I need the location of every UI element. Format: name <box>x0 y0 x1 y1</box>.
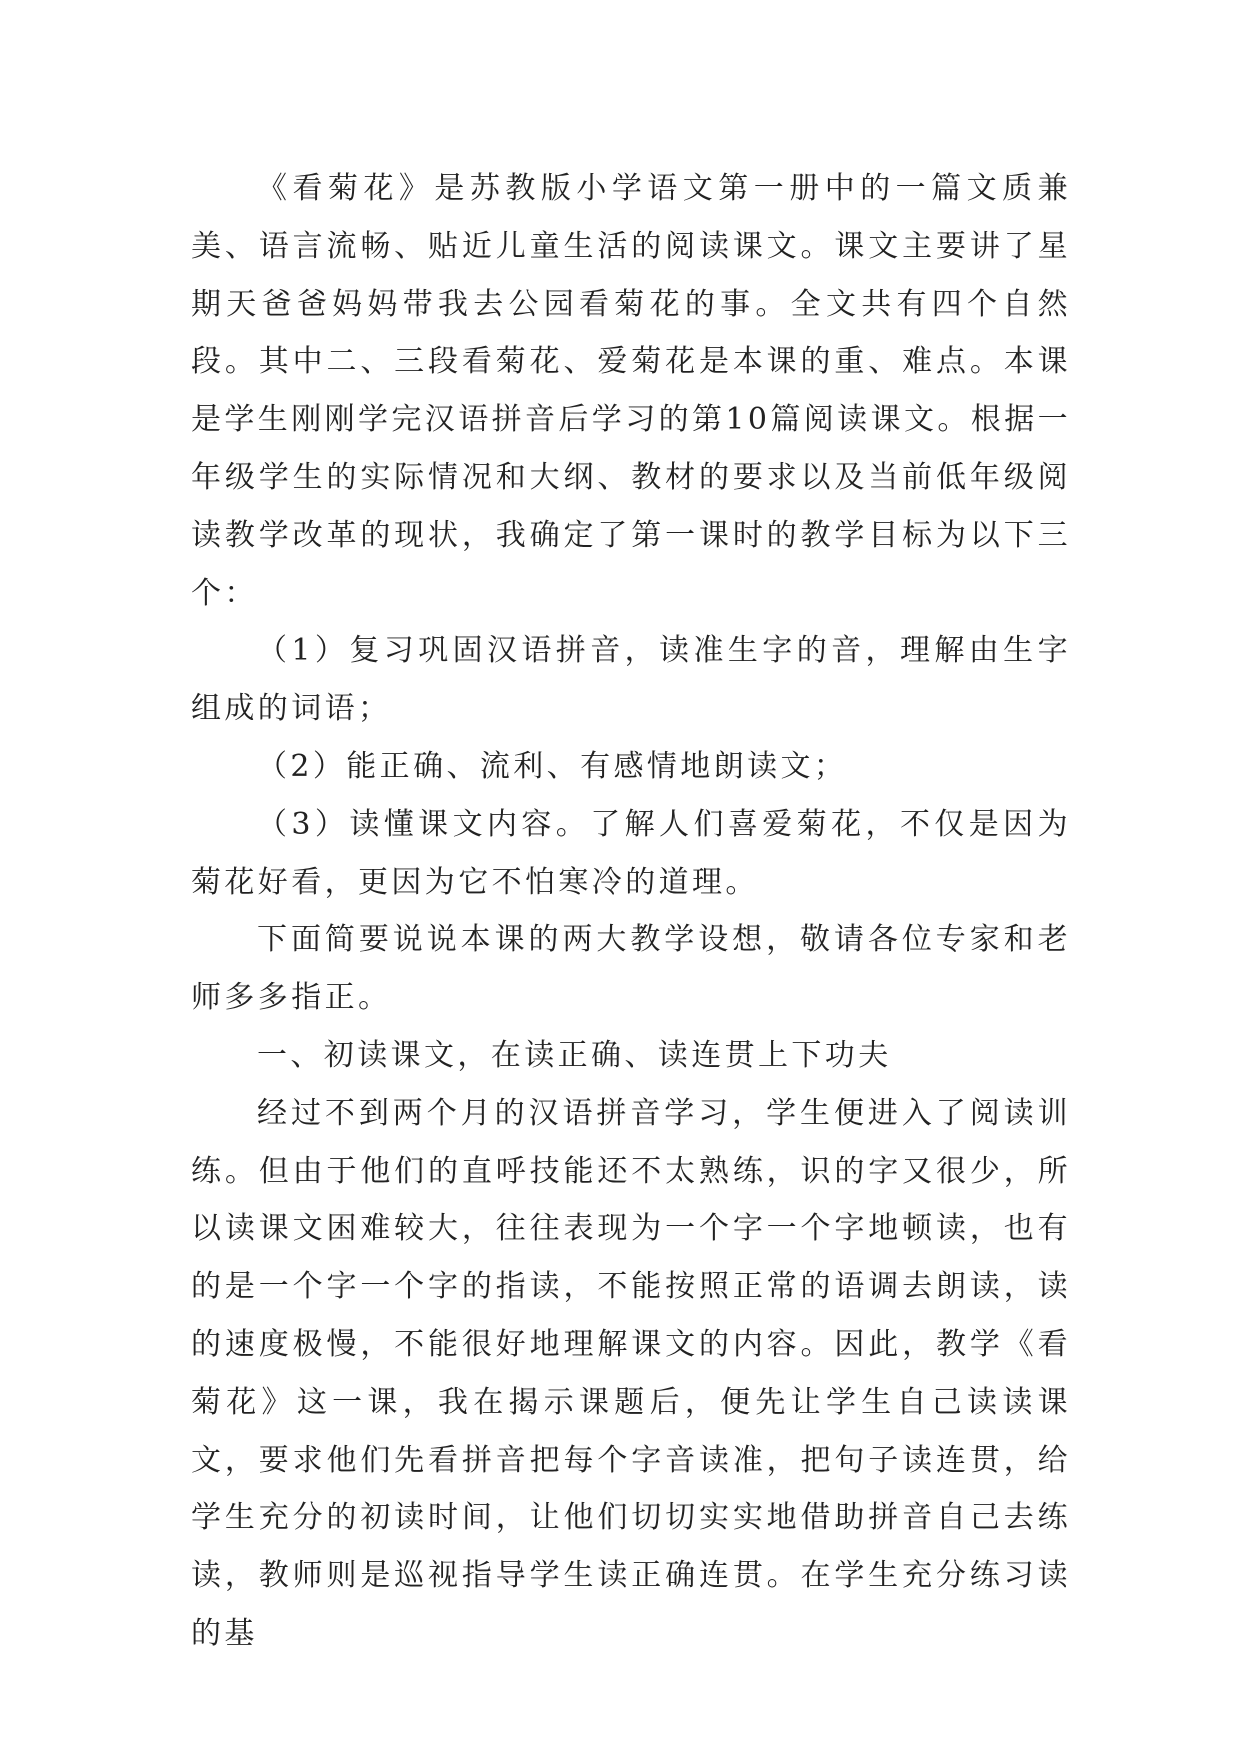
paragraph-intro: 《看菊花》是苏教版小学语文第一册中的一篇文质兼美、语言流畅、贴近儿童生活的阅读课文。课文主要讲了星期天爸爸妈妈带我去公园看菊花的事。全文共有四个自然段。其中二、三段看菊花、爱菊花是本课的重、难点。本课是学生刚刚学完汉语拼音后学习的第10篇阅读课文。根据一年级学生的实际情况和大纲、教材的要求以及当前低年级阅读教学改革的现状，我确定了第一课时的教学目标为以下三个： <box>191 171 1071 611</box>
paragraph-transition: 下面简要说说本课的两大教学设想，敬请各位专家和老师多多指正。 <box>191 922 1071 1016</box>
section-heading-1: 一、初读课文，在读正确、读连贯上下功夫 <box>257 1037 892 1073</box>
paragraph-goal-1: （1）复习巩固汉语拼音，读准生字的音，理解由生字组成的词语； <box>191 633 1071 727</box>
body-text <box>191 160 1071 1663</box>
paragraph-goal-2: （2）能正确、流利、有感情地朗读文； <box>257 748 848 784</box>
paragraph-goal-3: （3）读懂课文内容。了解人们喜爱菊花，不仅是因为菊花好看，更因为它不怕寒冷的道理。 <box>191 806 1071 900</box>
paragraph-section-1: 经过不到两个月的汉语拼音学习，学生便进入了阅读训练。但由于他们的直呼技能还不太熟练，识的字又很少，所以读课文困难较大，往往表现为一个字一个字地顿读，也有的是一个字一个字的指读，不能按照正常的语调去朗读，读的速度极慢，不能很好地理解课文的内容。因此，教学《看菊花》这一课，我在揭示课题后，便先让学生自己读读课文，要求他们先看拼音把每个字音读准，把句子读连贯，给学生充分的初读时间，让他们切切实实地借助拼音自己去练读，教师则是巡视指导学生读正确连贯。在学生充分练习读的基 <box>191 1095 1071 1651</box>
